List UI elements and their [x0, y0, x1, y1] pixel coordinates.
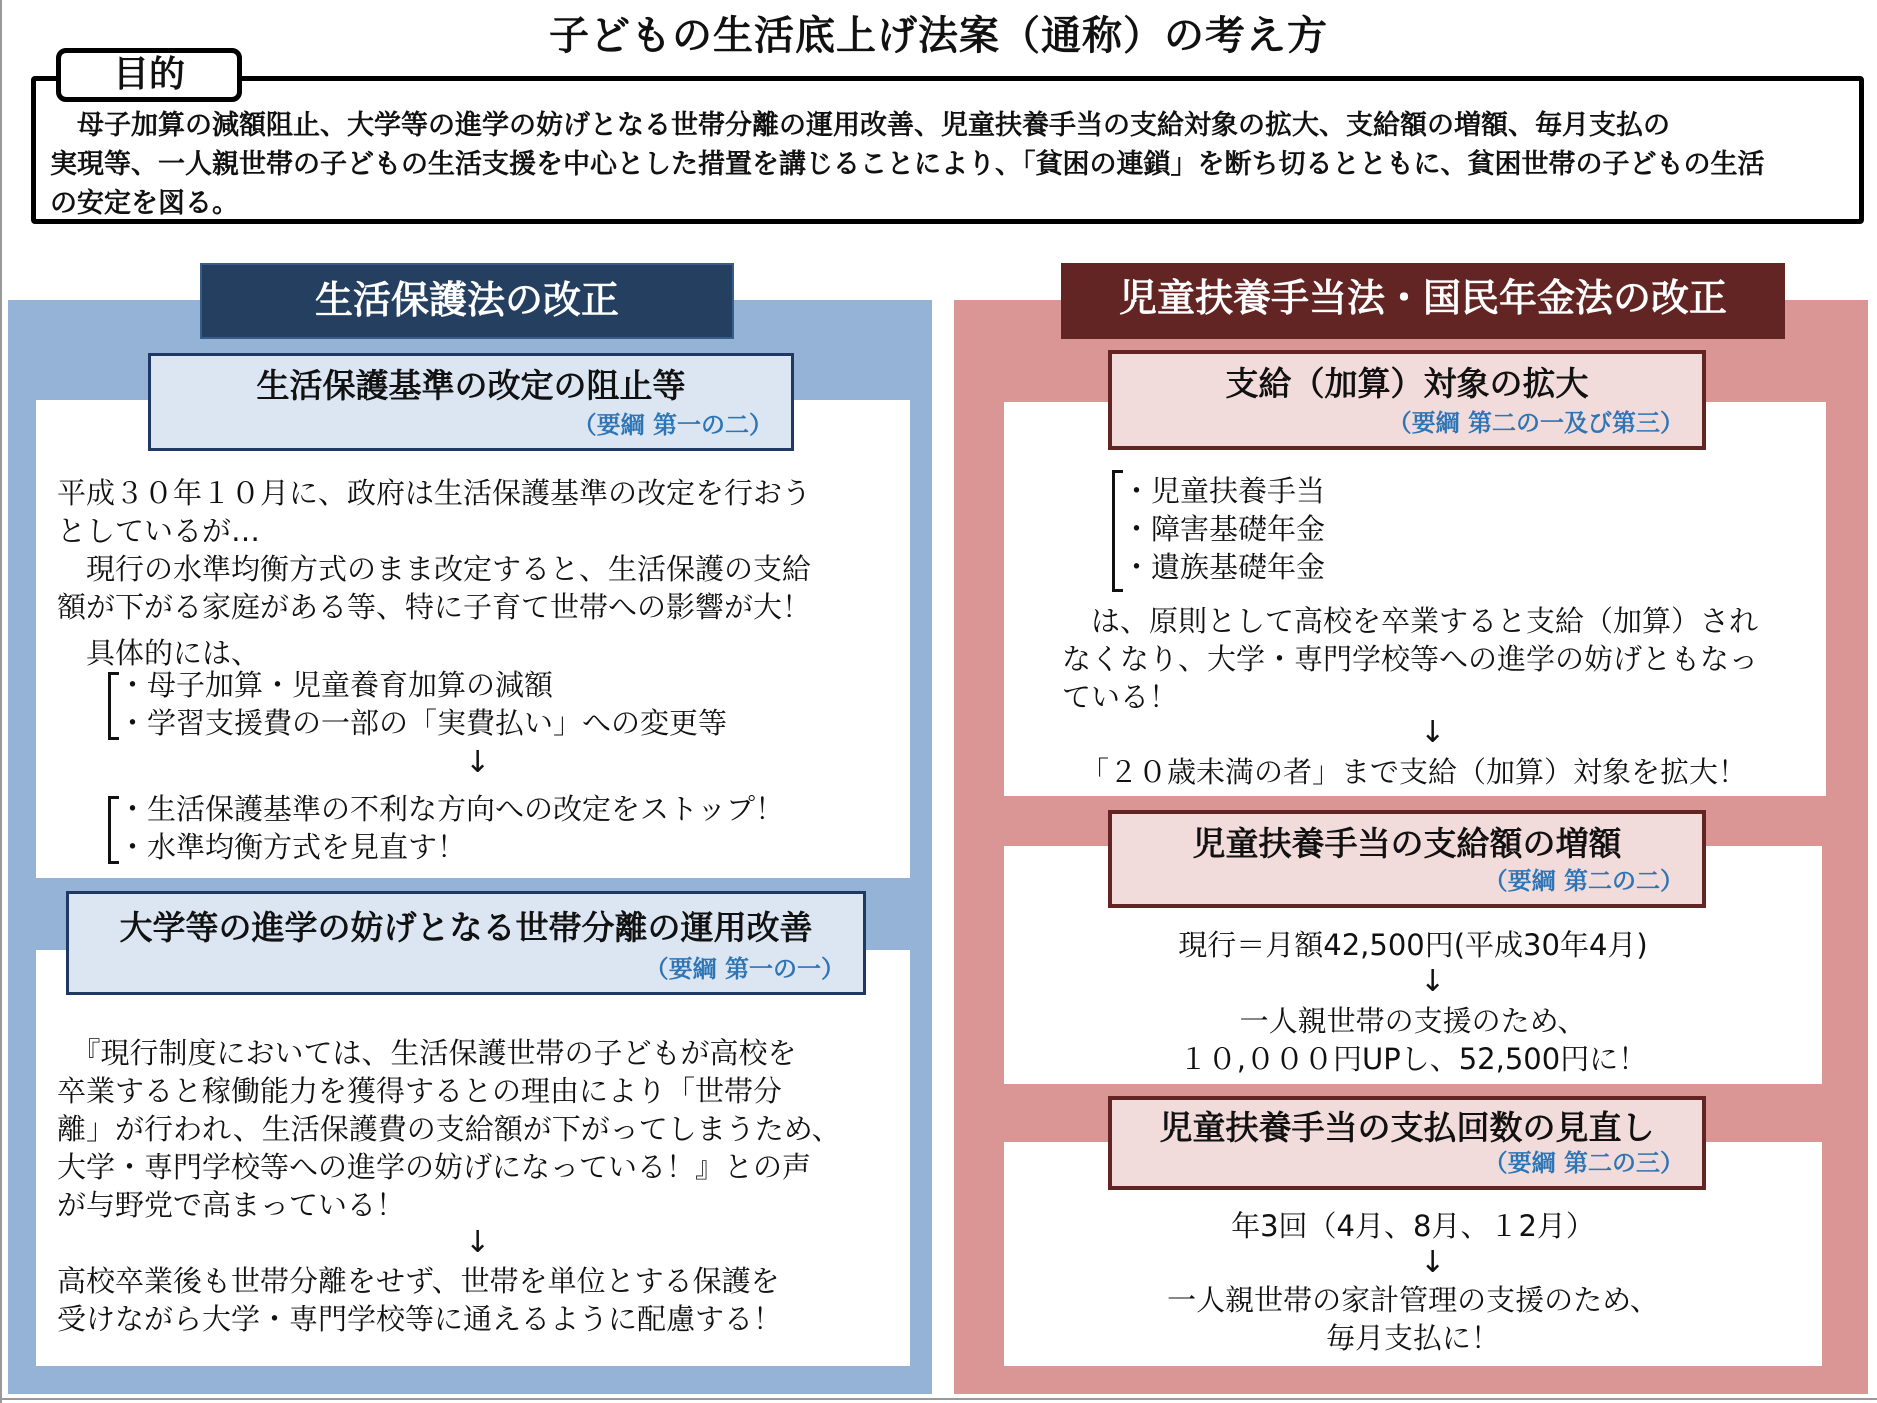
section-amount-increase-header	[1108, 810, 1706, 908]
page-title: 子どもの生活底上げ法案（通称）の考え方	[549, 13, 1328, 59]
section-payment-frequency-conclusion	[1004, 1281, 1822, 1357]
text-line: 平成３０年１０月に、政府は生活保護基準の改定を行おう	[57, 476, 812, 510]
text-line: ている！	[1062, 680, 1179, 714]
list-item: ・児童扶養手当	[1122, 474, 1326, 508]
text-line: としているが…	[57, 514, 261, 548]
list-item: ・障害基礎年金	[1122, 512, 1326, 546]
purpose-line: 実現等、一人親世帯の子どもの生活支援を中心とした措置を講じることにより、「貧困の連鎖」を断ち切るとともに、貧困世帯の子どもの生活	[50, 149, 1765, 180]
current-payment-schedule: 年3回（4月、8月、１2月）	[1231, 1209, 1595, 1243]
text-line: 高校卒業後も世帯分離をせず、世帯を単位とする保護を	[57, 1264, 780, 1298]
purpose-label: 目的	[56, 48, 242, 102]
right-panel-header: 児童扶養手当法・国民年金法の改正	[1061, 263, 1785, 339]
section-title: 生活保護基準の改定の阻止等	[256, 366, 686, 405]
reduction-list	[118, 666, 727, 742]
down-arrow-icon: ↓	[1420, 715, 1446, 750]
section-title: 大学等の進学の妨げとなる世帯分離の運用改善	[119, 908, 813, 947]
section-welfare-standard-text	[57, 474, 811, 672]
purpose-text	[50, 106, 1850, 223]
text-line: １０,０００円UPし、52,500円に！	[1178, 1042, 1648, 1076]
section-reference: （要綱 第二の三）	[1483, 1149, 1684, 1177]
section-household-separation-header	[66, 891, 866, 995]
section-reference: （要綱 第一の二）	[572, 411, 773, 439]
list-item: ・水準均衡方式を見直す！	[118, 830, 467, 864]
section-eligibility-text	[1062, 602, 1758, 716]
section-amount-increase-conclusion	[1004, 1002, 1822, 1078]
section-reference: （要綱 第二の二）	[1483, 867, 1684, 895]
text-line: は、原則として高校を卒業すると支給（加算）され	[1062, 604, 1759, 638]
text-line: が与野党で高まっている！	[57, 1188, 406, 1222]
down-arrow-icon: ↓	[1420, 1245, 1446, 1280]
list-item: ・母子加算・児童養育加算の減額	[118, 668, 554, 702]
section-title: 支給（加算）対象の拡大	[1225, 364, 1589, 403]
text-line: 現行の水準均衡方式のまま改定すると、生活保護の支給	[57, 552, 812, 586]
down-arrow-icon: ↓	[1420, 964, 1446, 999]
left-panel-header: 生活保護法の改正	[200, 263, 734, 339]
section-eligibility-body	[1004, 402, 1826, 796]
section-welfare-standard-header	[148, 353, 794, 451]
text-line: 一人親世帯の支援のため、	[1239, 1004, 1587, 1038]
text-line: なくなり、大学・専門学校等への進学の妨げともなっ	[1062, 642, 1759, 676]
section-title: 児童扶養手当の支給額の増額	[1192, 824, 1622, 863]
list-item: ・学習支援費の一部の「実費払い」への変更等	[118, 706, 728, 740]
proposal-list	[118, 790, 784, 866]
text-line: 離」が行われ、生活保護費の支給額が下がってしまうため、	[57, 1112, 841, 1146]
text-line: 毎月支払に！	[1325, 1321, 1500, 1355]
list-item: ・遺族基礎年金	[1122, 550, 1326, 584]
purpose-line: 母子加算の減額阻止、大学等の進学の妨げとなる世帯分離の運用改善、児童扶養手当の支給対象の拡大、支給額の増額、毎月支払の	[50, 110, 1670, 141]
text-line: 大学・専門学校等への進学の妨げになっている！』との声	[57, 1150, 812, 1184]
section-household-separation-text	[57, 1034, 841, 1224]
list-item: ・生活保護基準の不利な方向への改定をストップ！	[118, 792, 785, 826]
section-eligibility-header	[1108, 350, 1706, 450]
benefit-list	[1122, 472, 1325, 586]
section-reference: （要綱 第一の一）	[644, 955, 845, 983]
page-border-left	[0, 0, 2, 1403]
current-amount: 現行＝月額42,500円(平成30年4月)	[1178, 928, 1648, 962]
text-line: 具体的には、	[57, 636, 261, 670]
down-arrow-icon: ↓	[465, 1225, 491, 1260]
text-line: 額が下がる家庭がある等、特に子育て世帯への影響が大！	[57, 590, 812, 624]
text-line: 『現行制度においては、生活保護世帯の子どもが高校を	[57, 1036, 797, 1070]
purpose-line: の安定を図る。	[50, 188, 239, 219]
text-line: 受けながら大学・専門学校等に通えるように配慮する！	[57, 1302, 783, 1336]
section-reference: （要綱 第二の一及び第三）	[1387, 409, 1684, 437]
section-household-separation-conclusion	[57, 1262, 782, 1338]
section-title: 児童扶養手当の支払回数の見直し	[1159, 1108, 1655, 1147]
text-line: 一人親世帯の家計管理の支援のため、	[1167, 1283, 1659, 1317]
down-arrow-icon: ↓	[465, 745, 491, 780]
section-eligibility-conclusion: 「２０歳未満の者」まで支給（加算）対象を拡大！	[1080, 755, 1748, 789]
page-border-bottom	[0, 1398, 1877, 1400]
section-payment-frequency-header	[1108, 1096, 1706, 1190]
text-line: 卒業すると稼働能力を獲得するとの理由により「世帯分	[57, 1074, 783, 1108]
